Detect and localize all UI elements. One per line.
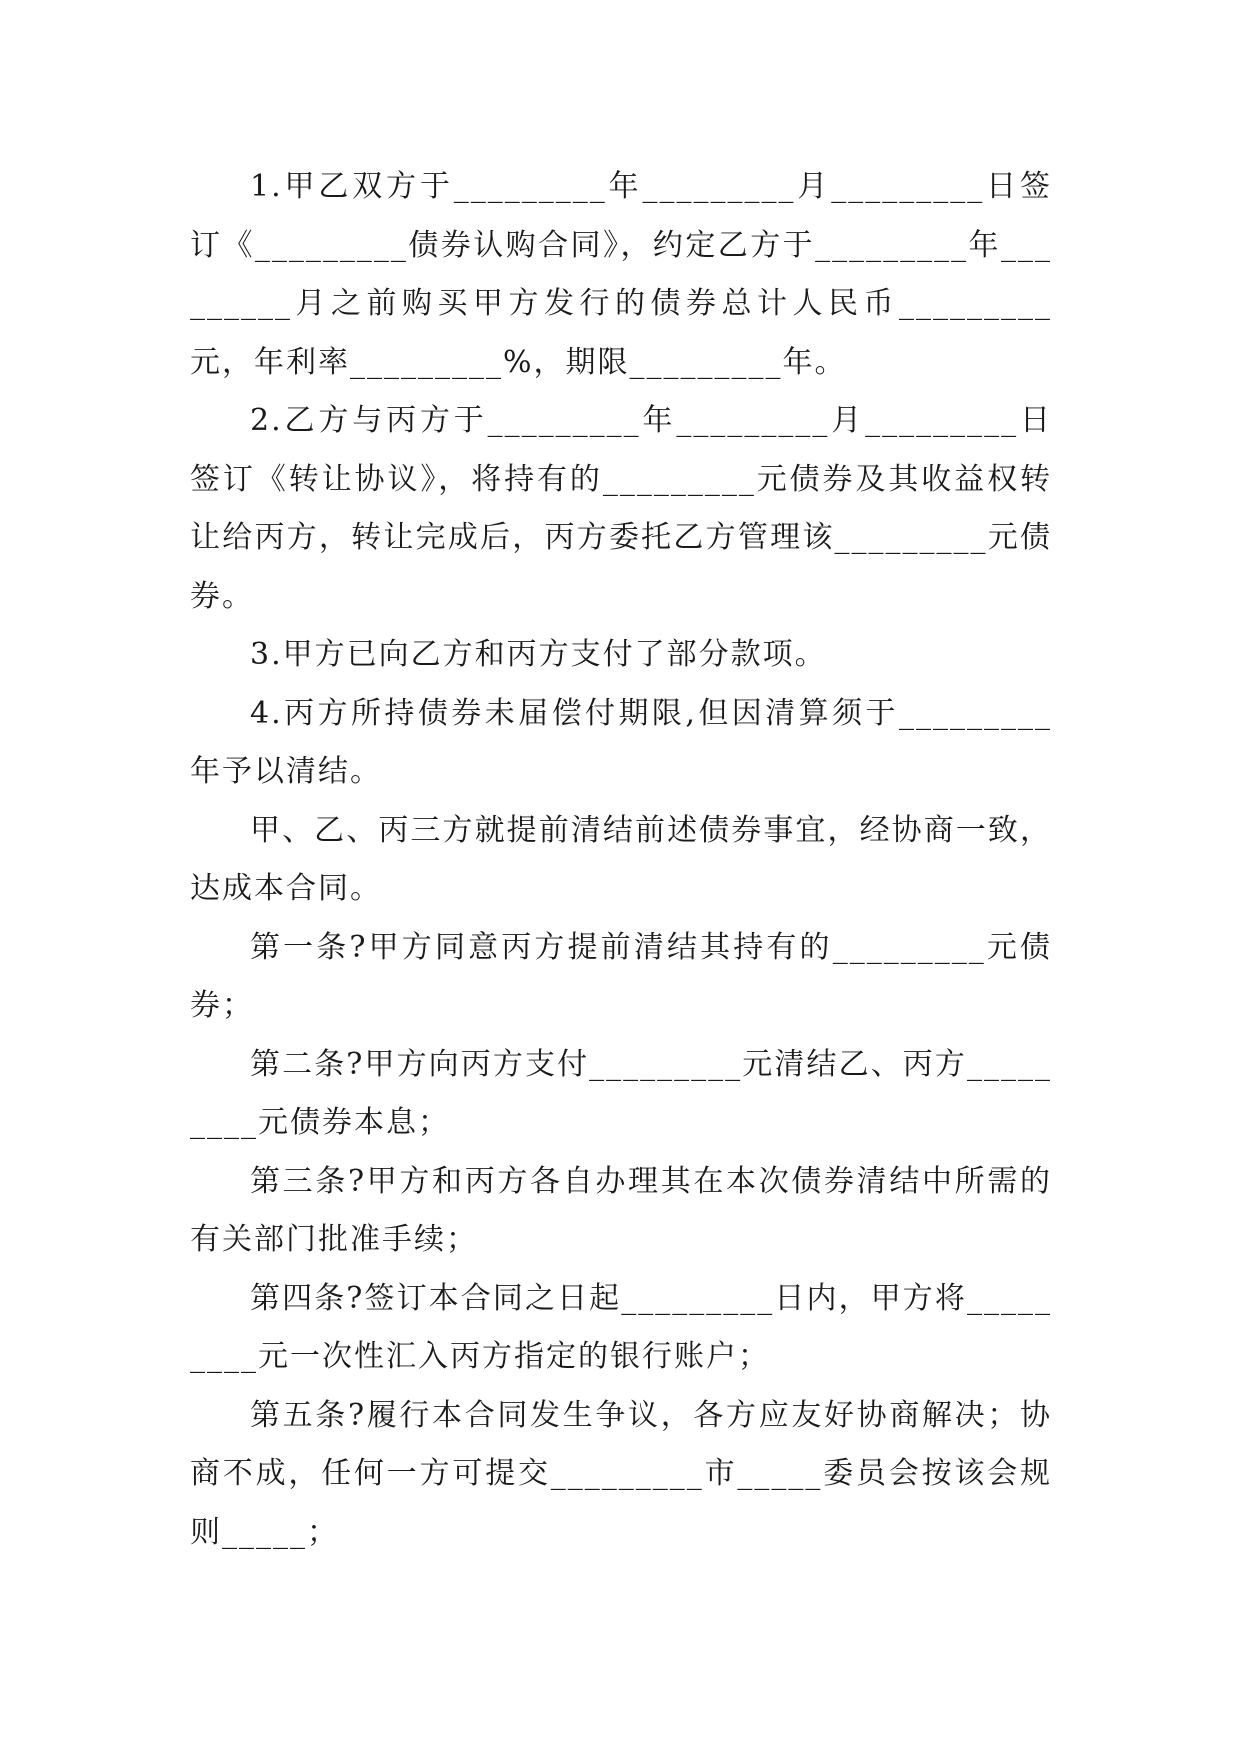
contract-body (190, 158, 1052, 1562)
article-1: 第一条?甲方同意丙方提前清结其持有的_________元债券； (190, 929, 1052, 1023)
article-2: 第二条?甲方向丙方支付_________元清结乙、丙方_________元债券本息； (190, 1046, 1052, 1140)
clause-1-background: 1.甲乙双方于_________年_________月_________日签订《_________债券认购合同》，约定乙方于_________年_________月之前购买甲方发行的债券总计人民币_________元，年利率_________%，期限_________年。 (190, 169, 1052, 380)
clause-4-background: 4.丙方所持债券未届偿付期限,但因清算须于_________年予以清结。 (190, 695, 1052, 789)
article-4: 第四条?签订本合同之日起_________日内，甲方将_________元一次性汇入丙方指定的银行账户； (190, 1280, 1052, 1374)
agreement-statement: 甲、乙、丙三方就提前清结前述债券事宜，经协商一致，达成本合同。 (190, 812, 1052, 906)
article-5: 第五条?履行本合同发生争议，各方应友好协商解决；协商不成，任何一方可提交_________市_____委员会按该会规则_____； (190, 1397, 1052, 1550)
clause-2-background: 2.乙方与丙方于_________年_________月_________日签订《转让协议》，将持有的_________元债券及其收益权转让给丙方，转让完成后，丙方委托乙方管理该_________元债券。 (190, 403, 1052, 614)
clause-3-background: 3.甲方已向乙方和丙方支付了部分款项。 (250, 637, 827, 672)
article-3: 第三条?甲方和丙方各自办理其在本次债券清结中所需的有关部门批准手续； (190, 1163, 1052, 1257)
